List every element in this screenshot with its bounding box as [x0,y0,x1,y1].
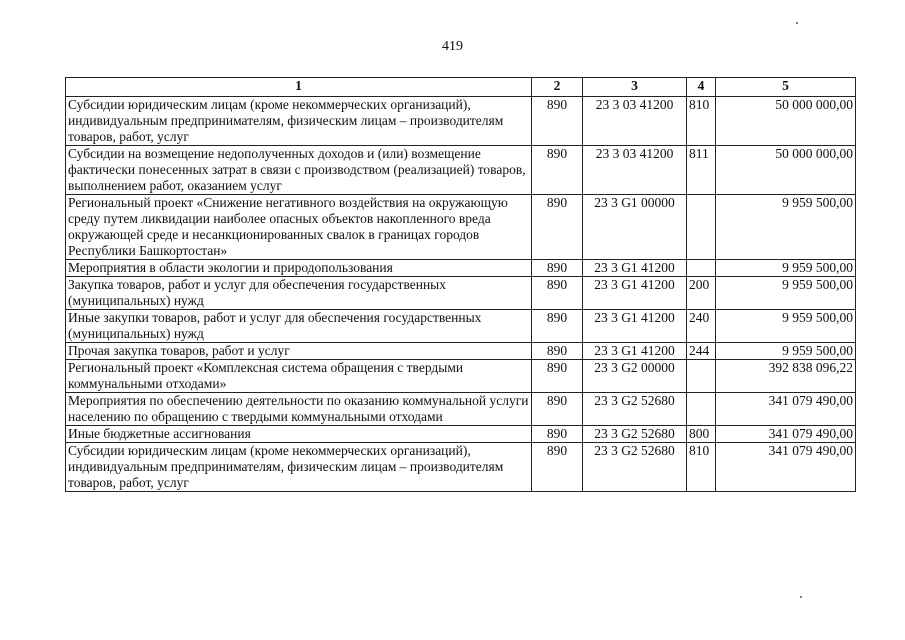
row-ministry: 890 [532,195,583,260]
table-row [66,97,856,146]
table-row [66,146,856,195]
scan-speck [796,22,798,24]
row-name: Мероприятия по обеспечению деятельности по оказанию коммунальной услуги населению по обращению с твердыми коммунальными отходами [66,393,532,426]
row-expense-type: 240 [687,310,716,343]
row-ministry: 890 [532,360,583,393]
table-row [66,360,856,393]
row-amount: 9 959 500,00 [716,195,856,260]
row-ministry: 890 [532,97,583,146]
budget-table [65,77,856,492]
row-amount: 50 000 000,00 [716,146,856,195]
row-ministry: 890 [532,146,583,195]
row-name: Субсидии юридическим лицам (кроме некоммерческих организаций), индивидуальным предпринимателям, физическим лицам – производителям товаров, работ, услуг [66,97,532,146]
row-ministry: 890 [532,393,583,426]
row-target: 23 3 G2 00000 [583,360,687,393]
table-row [66,426,856,443]
row-target: 23 3 G1 41200 [583,277,687,310]
row-ministry: 890 [532,343,583,360]
row-target: 23 3 G2 52680 [583,393,687,426]
row-ministry: 890 [532,260,583,277]
row-expense-type: 244 [687,343,716,360]
row-amount: 9 959 500,00 [716,277,856,310]
row-amount: 341 079 490,00 [716,393,856,426]
header-col-1: 1 [66,78,532,97]
row-name: Прочая закупка товаров, работ и услуг [66,343,532,360]
row-name: Региональный проект «Снижение негативного воздействия на окружающую среду путем ликвидации наиболее опасных объектов накопленного вреда окружающей среде и несанкционированных свалок в границах городов Республики Башкортостан» [66,195,532,260]
row-name: Иные закупки товаров, работ и услуг для обеспечения государственных (муниципальных) нужд [66,310,532,343]
row-name: Мероприятия в области экологии и природопользования [66,260,532,277]
row-amount: 9 959 500,00 [716,260,856,277]
row-target: 23 3 03 41200 [583,97,687,146]
row-expense-type [687,393,716,426]
row-amount: 341 079 490,00 [716,443,856,492]
row-amount: 392 838 096,22 [716,360,856,393]
table-header-row [66,78,856,97]
row-expense-type: 800 [687,426,716,443]
header-col-5: 5 [716,78,856,97]
row-name: Субсидии на возмещение недополученных доходов и (или) возмещение фактически понесенных затрат в связи с производством (реализацией) товаров, выполнением работ, оказанием услуг [66,146,532,195]
row-amount: 50 000 000,00 [716,97,856,146]
scan-speck [800,596,802,598]
row-target: 23 3 G1 41200 [583,310,687,343]
row-target: 23 3 G2 52680 [583,443,687,492]
row-expense-type [687,260,716,277]
table-row [66,393,856,426]
row-ministry: 890 [532,443,583,492]
table-row [66,277,856,310]
row-expense-type: 200 [687,277,716,310]
row-target: 23 3 G1 41200 [583,343,687,360]
row-expense-type: 810 [687,443,716,492]
table-row [66,195,856,260]
row-target: 23 3 03 41200 [583,146,687,195]
row-amount: 9 959 500,00 [716,310,856,343]
row-ministry: 890 [532,426,583,443]
table-row [66,343,856,360]
row-expense-type [687,360,716,393]
row-expense-type: 811 [687,146,716,195]
row-target: 23 3 G2 52680 [583,426,687,443]
table-row [66,260,856,277]
row-amount: 341 079 490,00 [716,426,856,443]
header-col-4: 4 [687,78,716,97]
row-name: Иные бюджетные ассигнования [66,426,532,443]
row-name: Региональный проект «Комплексная система обращения с твердыми коммунальными отходами» [66,360,532,393]
row-expense-type: 810 [687,97,716,146]
table-row [66,443,856,492]
row-ministry: 890 [532,277,583,310]
row-target: 23 3 G1 00000 [583,195,687,260]
row-name: Субсидии юридическим лицам (кроме некоммерческих организаций), индивидуальным предпринимателям, физическим лицам – производителям товаров, работ, услуг [66,443,532,492]
page-number: 419 [442,39,463,54]
row-ministry: 890 [532,310,583,343]
header-col-3: 3 [583,78,687,97]
row-target: 23 3 G1 41200 [583,260,687,277]
row-amount: 9 959 500,00 [716,343,856,360]
header-col-2: 2 [532,78,583,97]
table-row [66,310,856,343]
row-name: Закупка товаров, работ и услуг для обеспечения государственных (муниципальных) нужд [66,277,532,310]
table-body [66,97,856,492]
row-expense-type [687,195,716,260]
